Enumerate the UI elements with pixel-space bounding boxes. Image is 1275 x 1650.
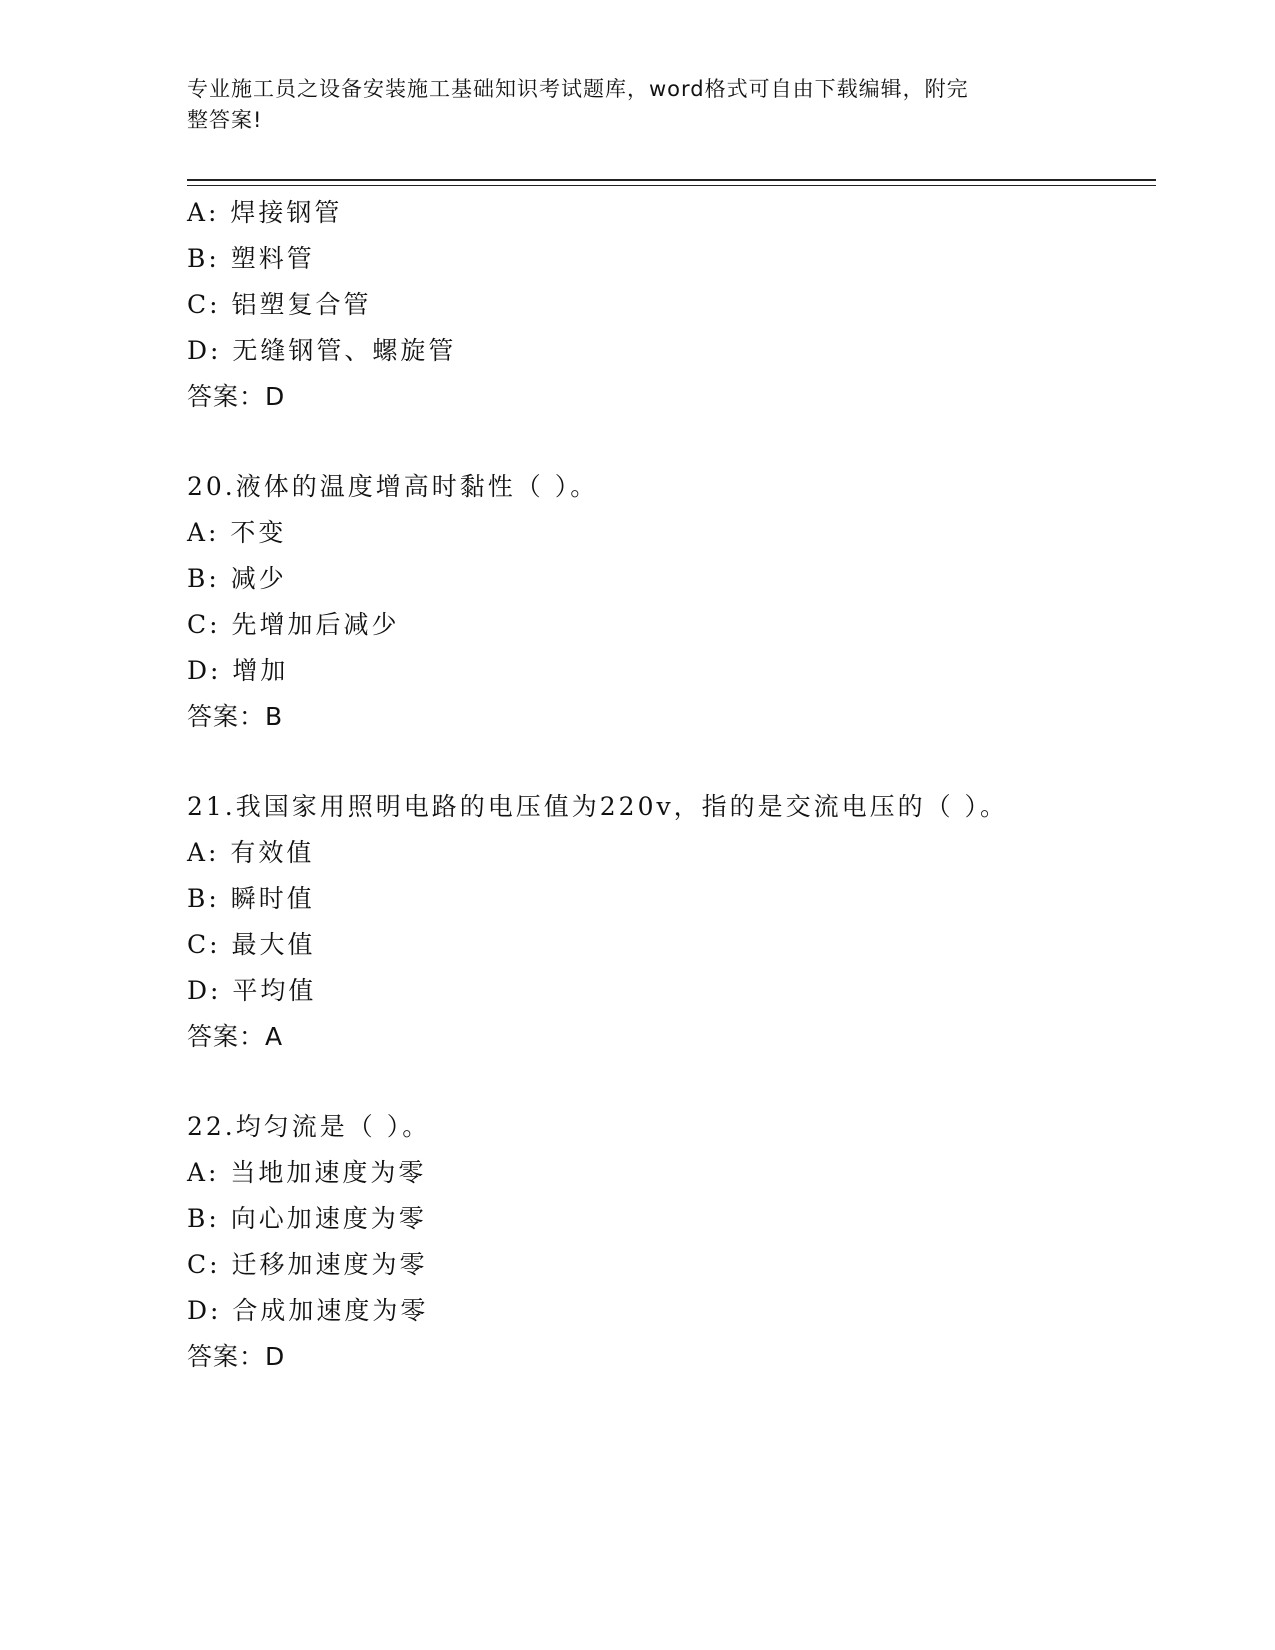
option-b: B: 减少 bbox=[187, 564, 287, 593]
question-block-20 bbox=[187, 464, 1167, 740]
answer-line: 答案：D bbox=[187, 382, 286, 411]
question-text: 21.我国家用照明电路的电压值为220v，指的是交流电压的（ ）。 bbox=[187, 792, 1009, 821]
question-text: 22.均匀流是（ ）。 bbox=[187, 1112, 431, 1141]
option-b: B: 向心加速度为零 bbox=[187, 1204, 427, 1233]
option-b: B: 瞬时值 bbox=[187, 884, 315, 913]
question-content bbox=[187, 190, 1167, 1380]
option-d: D: 增加 bbox=[187, 656, 289, 685]
option-c: C: 先增加后减少 bbox=[187, 610, 400, 639]
option-a: A: 焊接钢管 bbox=[187, 198, 343, 227]
option-c: C: 铝塑复合管 bbox=[187, 290, 372, 319]
answer-line: 答案：D bbox=[187, 1342, 286, 1371]
header-line-1: 专业施工员之设备安装施工基础知识考试题库，word格式可自由下载编辑，附完 bbox=[187, 77, 969, 101]
answer-line: 答案：A bbox=[187, 1022, 284, 1051]
header-line-2: 整答案! bbox=[187, 108, 263, 132]
document-header bbox=[187, 74, 1067, 136]
question-block-21 bbox=[187, 784, 1167, 1060]
option-a: A: 不变 bbox=[187, 518, 287, 547]
answer-line: 答案：B bbox=[187, 702, 284, 731]
option-c: C: 最大值 bbox=[187, 930, 316, 959]
question-text: 20.液体的温度增高时黏性（ ）。 bbox=[187, 472, 599, 501]
option-a: A: 有效值 bbox=[187, 838, 315, 867]
option-d: D: 合成加速度为零 bbox=[187, 1296, 429, 1325]
header-divider-thin bbox=[187, 185, 1156, 186]
option-a: A: 当地加速度为零 bbox=[187, 1158, 427, 1187]
option-b: B: 塑料管 bbox=[187, 244, 315, 273]
question-block-22 bbox=[187, 1104, 1167, 1380]
option-d: D: 无缝钢管、螺旋管 bbox=[187, 336, 457, 365]
option-d: D: 平均值 bbox=[187, 976, 317, 1005]
option-c: C: 迁移加速度为零 bbox=[187, 1250, 428, 1279]
header-divider-thick bbox=[187, 179, 1156, 181]
question-block-19 bbox=[187, 190, 1167, 420]
